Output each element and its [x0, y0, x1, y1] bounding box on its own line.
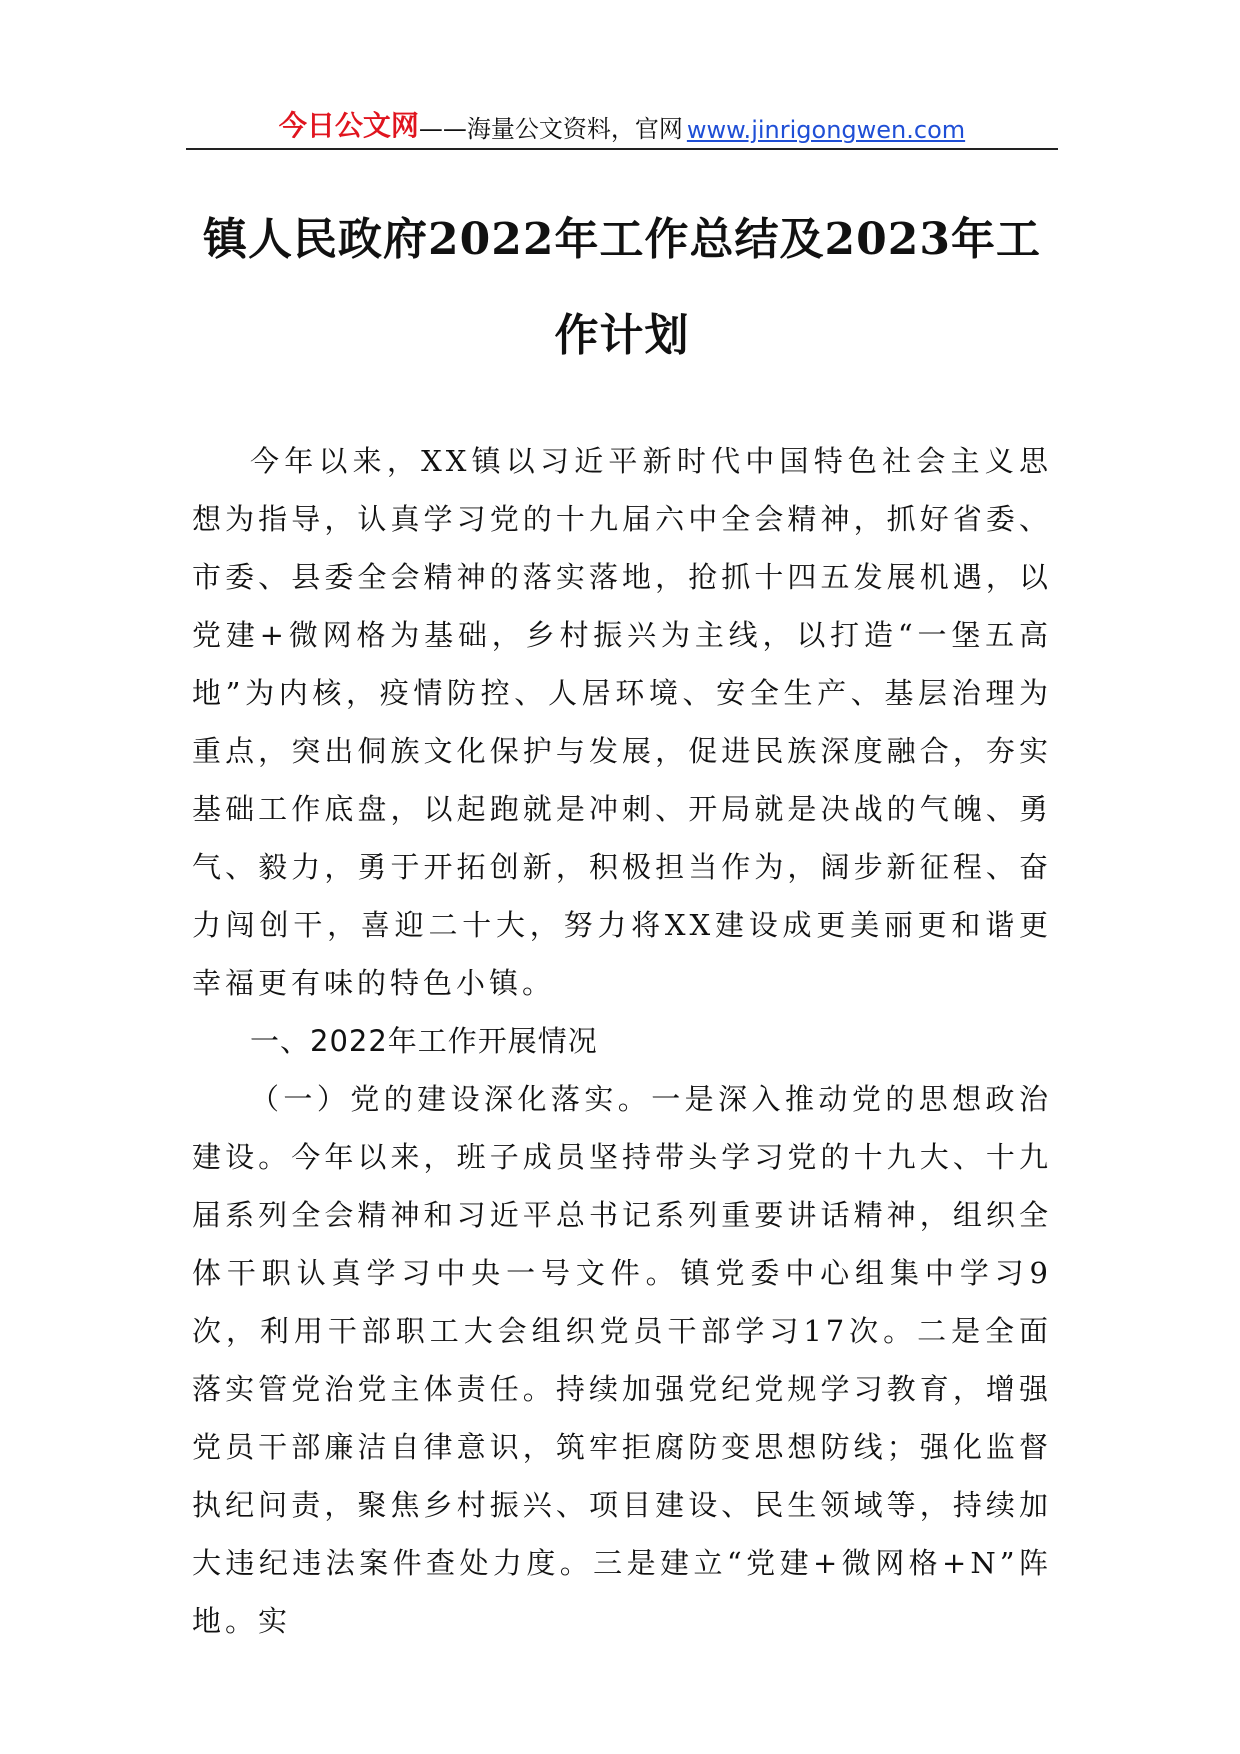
intro-paragraph: 今年以来，XX镇以习近平新时代中国特色社会主义思想为指导，认真学习党的十九届六中全会精神，抓好省委、市委、县委全会精神的落实落地，抢抓十四五发展机遇，以党建+微网格为基础，乡村振兴为主线，以打造“一堡五高地”为内核，疫情防控、人居环境、安全生产、基层治理为重点，突出侗族文化保护与发展，促进民族深度融合，夯实基础工作底盘，以起跑就是冲刺、开局就是决战的气魄、勇气、毅力，勇于开拓创新，积极担当作为，阔步新征程、奋力闯创干，喜迎二十大，努力将XX建设成更美丽更和谐更幸福更有味的特色小镇。: [192, 444, 1052, 1000]
document-title: 镇人民政府2022年工作总结及2023年工作计划: [203, 214, 1041, 361]
header-divider: [186, 148, 1058, 150]
section-paragraph: （一）党的建设深化落实。一是深入推动党的思想政治建设。今年以来，班子成员坚持带头学习党的十九大、十九届系列全会精神和习近平总书记系列重要讲话精神，组织全体干职认真学习中央一号文件。镇党委中心组集中学习9次，利用干部职工大会组织党员干部学习17次。二是全面落实管党治党主体责任。持续加强党纪党规学习教育，增强党员干部廉洁自律意识，筑牢拒腐防变思想防线；强化监督执纪问责，聚焦乡村振兴、项目建设、民生领域等，持续加大违纪违法案件查处力度。三是建立“党建+微网格+N”阵地。实: [192, 1082, 1052, 1638]
document-body: [192, 432, 1052, 1650]
site-tagline: ——海量公文资料，官网: [418, 115, 683, 143]
site-header: [186, 104, 1058, 144]
site-brand[interactable]: 今日公文网: [278, 109, 419, 142]
site-url-link[interactable]: www.jinrigongwen.com: [686, 116, 966, 144]
section-heading: 一、2022年工作开展情况: [250, 1024, 598, 1058]
